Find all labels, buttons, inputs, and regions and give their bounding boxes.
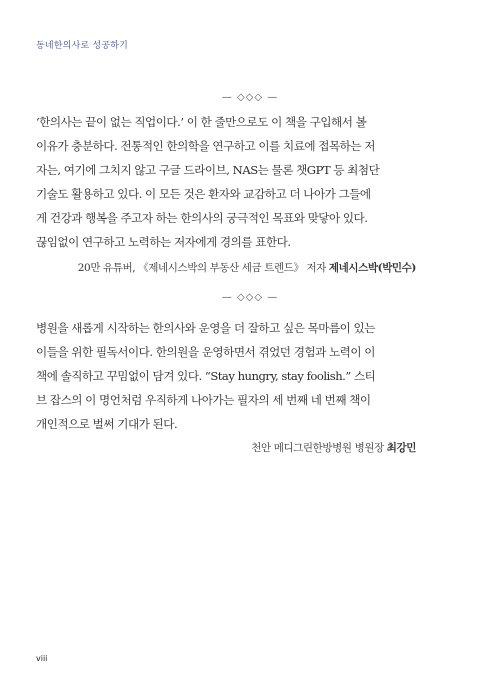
text-line: 끊임없이 연구하고 노력하는 저자에게 경의를 표한다. xyxy=(36,235,291,249)
recommendation-1-text xyxy=(36,110,418,254)
recommendation-2-signature xyxy=(251,440,416,455)
signature-affiliation: 20만 유튜버, 《제네시스박의 부동산 세금 트렌드》 저자 xyxy=(77,262,329,274)
text-line: 게 건강과 행복을 주고자 하는 한의사의 궁극적인 목표와 맞닿아 있다. xyxy=(36,211,368,225)
text-line: 이들을 위한 필독서이다. 한의원을 운영하면서 겪었던 경험과 노력이 이 xyxy=(36,345,375,359)
section-divider-1: — ◇◇◇ — xyxy=(221,92,279,103)
text-line: 개인적으로 벌써 기대가 된다. xyxy=(36,417,178,431)
page-number: viii xyxy=(36,654,48,663)
text-line: ‘한의사는 끝이 없는 직업이다.’ 이 한 줄만으로도 이 책을 구입해서 볼 xyxy=(36,115,367,129)
text-line: 책에 솔직하고 꾸밈없이 담겨 있다. “Stay hungry, stay foolish.” 스티 xyxy=(36,369,376,383)
recommendation-1-signature xyxy=(78,260,416,275)
text-line: 기술도 활용하고 있다. 이 모든 것은 환자와 교감하고 더 나아가 그들에 xyxy=(36,187,371,201)
signature-name: 제네시스박(박민수) xyxy=(328,262,416,274)
text-line: 병원을 새롭게 시작하는 한의사와 운영을 더 잘하고 싶은 목마름이 있는 xyxy=(36,321,375,335)
text-line: 이유가 충분하다. 전통적인 한의학을 연구하고 이를 치료에 접목하는 저 xyxy=(36,139,375,153)
running-header: 동네한의사로 성공하기 xyxy=(36,41,129,51)
signature-affiliation: 천안 메디그린한방병원 병원장 xyxy=(251,442,387,454)
recommendation-2-text xyxy=(36,316,418,436)
section-divider-2: — ◇◇◇ — xyxy=(221,292,279,303)
text-line: 자는, 여기에 그치지 않고 구글 드라이브, NAS는 물론 챗GPT 등 최첨단 xyxy=(36,163,380,177)
signature-name: 최강민 xyxy=(386,442,416,454)
text-line: 브 잡스의 이 명언처럼 우직하게 나아가는 필자의 세 번째 네 번째 책이 xyxy=(36,393,371,407)
